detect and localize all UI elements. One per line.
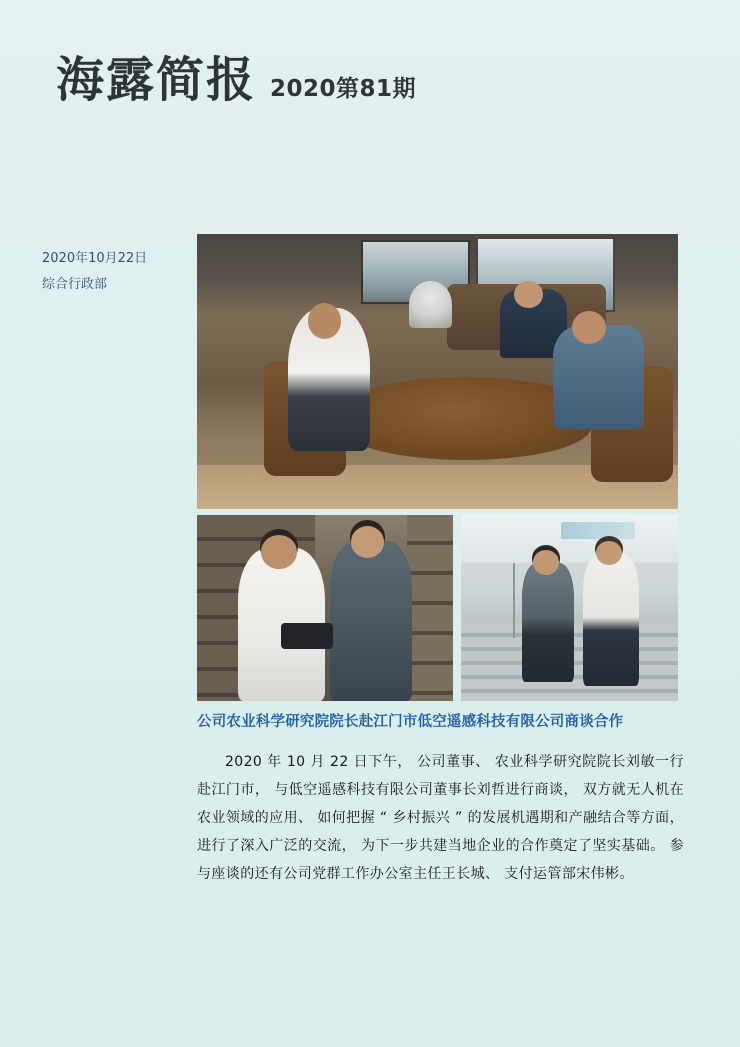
person-head-1 <box>308 303 342 339</box>
person-head-1 <box>533 550 559 574</box>
department-name: 综合行政部 <box>42 277 108 292</box>
person-head-2 <box>596 541 622 565</box>
cord-shape <box>513 563 515 637</box>
shelf-shape-right <box>407 515 453 701</box>
issue-number: 2020第81期 <box>270 76 417 102</box>
person-shape-2 <box>330 541 412 701</box>
photo-meeting-main <box>197 234 678 509</box>
article-body: 2020 年 10 月 22 日下午， 公司董事、 农业科学研究院院长刘敏一行赴江门市， 与低空遥感科技有限公司董事长刘哲进行商谈， 双方就无人机在农业领域的应用、 如何把握 “ 乡村振兴 ” 的发展机遇期和产融结合等方面， 进行了深入广泛的交流， 为下一步共建当地企业的合作奠定了坚实基础。 参与座谈的还有公司党群工作办公室主任王长城、 支付运管部宋伟彬。 <box>197 754 684 882</box>
person-shape-1 <box>522 563 574 682</box>
masthead <box>56 52 417 108</box>
company-sign-shape <box>561 522 635 539</box>
person-head-1 <box>261 535 297 568</box>
person-head-3 <box>572 311 606 344</box>
photo-product-visit <box>197 515 453 701</box>
photo-group-portrait <box>461 515 678 701</box>
meta-block <box>42 246 192 298</box>
page-title: 海露简报 <box>56 52 257 108</box>
person-head-2 <box>351 526 384 558</box>
publish-date: 2020年10月22日 <box>42 251 148 266</box>
article-heading: 公司农业科学研究院院长赴江门市低空遥感科技有限公司商谈合作 <box>197 714 624 730</box>
person-shape-2 <box>583 554 639 686</box>
drone-device-shape <box>281 623 332 649</box>
fan-shape <box>409 281 452 328</box>
